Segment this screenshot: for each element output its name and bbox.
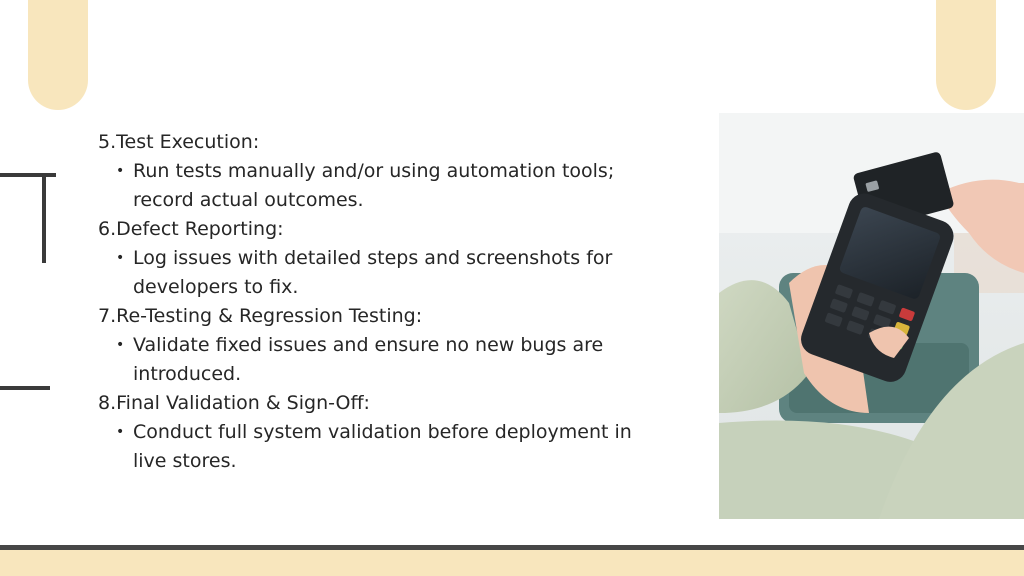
bullet-dot-icon: • — [116, 337, 125, 353]
decorative-bracket — [0, 173, 56, 389]
bullet-dot-icon: • — [116, 250, 125, 266]
bullet-line: record actual outcomes. — [133, 189, 364, 211]
footer-band — [0, 550, 1024, 576]
bullet-line: Conduct full system validation before deployment in — [133, 421, 632, 443]
bullet-line: Validate fixed issues and ensure no new bugs are — [133, 334, 604, 356]
step-bullet-test-execution — [98, 157, 688, 215]
step-bullet-final-validation — [98, 418, 688, 476]
bullet-line: developers to fix. — [133, 276, 299, 298]
decorative-pill-left — [28, 0, 88, 110]
step-bullet-defect-reporting — [98, 244, 688, 302]
bullet-line: introduced. — [133, 363, 242, 385]
payment-terminal-photo — [719, 113, 1024, 519]
process-steps-list — [98, 128, 688, 476]
bracket-top-line — [0, 173, 56, 177]
bullet-dot-icon: • — [116, 163, 125, 179]
step-bullet-retesting — [98, 331, 688, 389]
bullet-dot-icon: • — [116, 424, 125, 440]
step-heading-retesting: 7.Re-Testing & Regression Testing: — [98, 305, 423, 327]
bullet-line: Run tests manually and/or using automation tools; — [133, 160, 615, 182]
step-heading-defect-reporting: 6.Defect Reporting: — [98, 218, 284, 240]
decorative-pill-right — [936, 0, 996, 110]
step-heading-test-execution: 5.Test Execution: — [98, 131, 260, 153]
bracket-bottom-line — [0, 386, 50, 390]
bullet-line: live stores. — [133, 450, 237, 472]
step-heading-final-validation: 8.Final Validation & Sign-Off: — [98, 392, 370, 414]
bullet-line: Log issues with detailed steps and screenshots for — [133, 247, 613, 269]
bracket-vertical-line — [42, 173, 46, 263]
